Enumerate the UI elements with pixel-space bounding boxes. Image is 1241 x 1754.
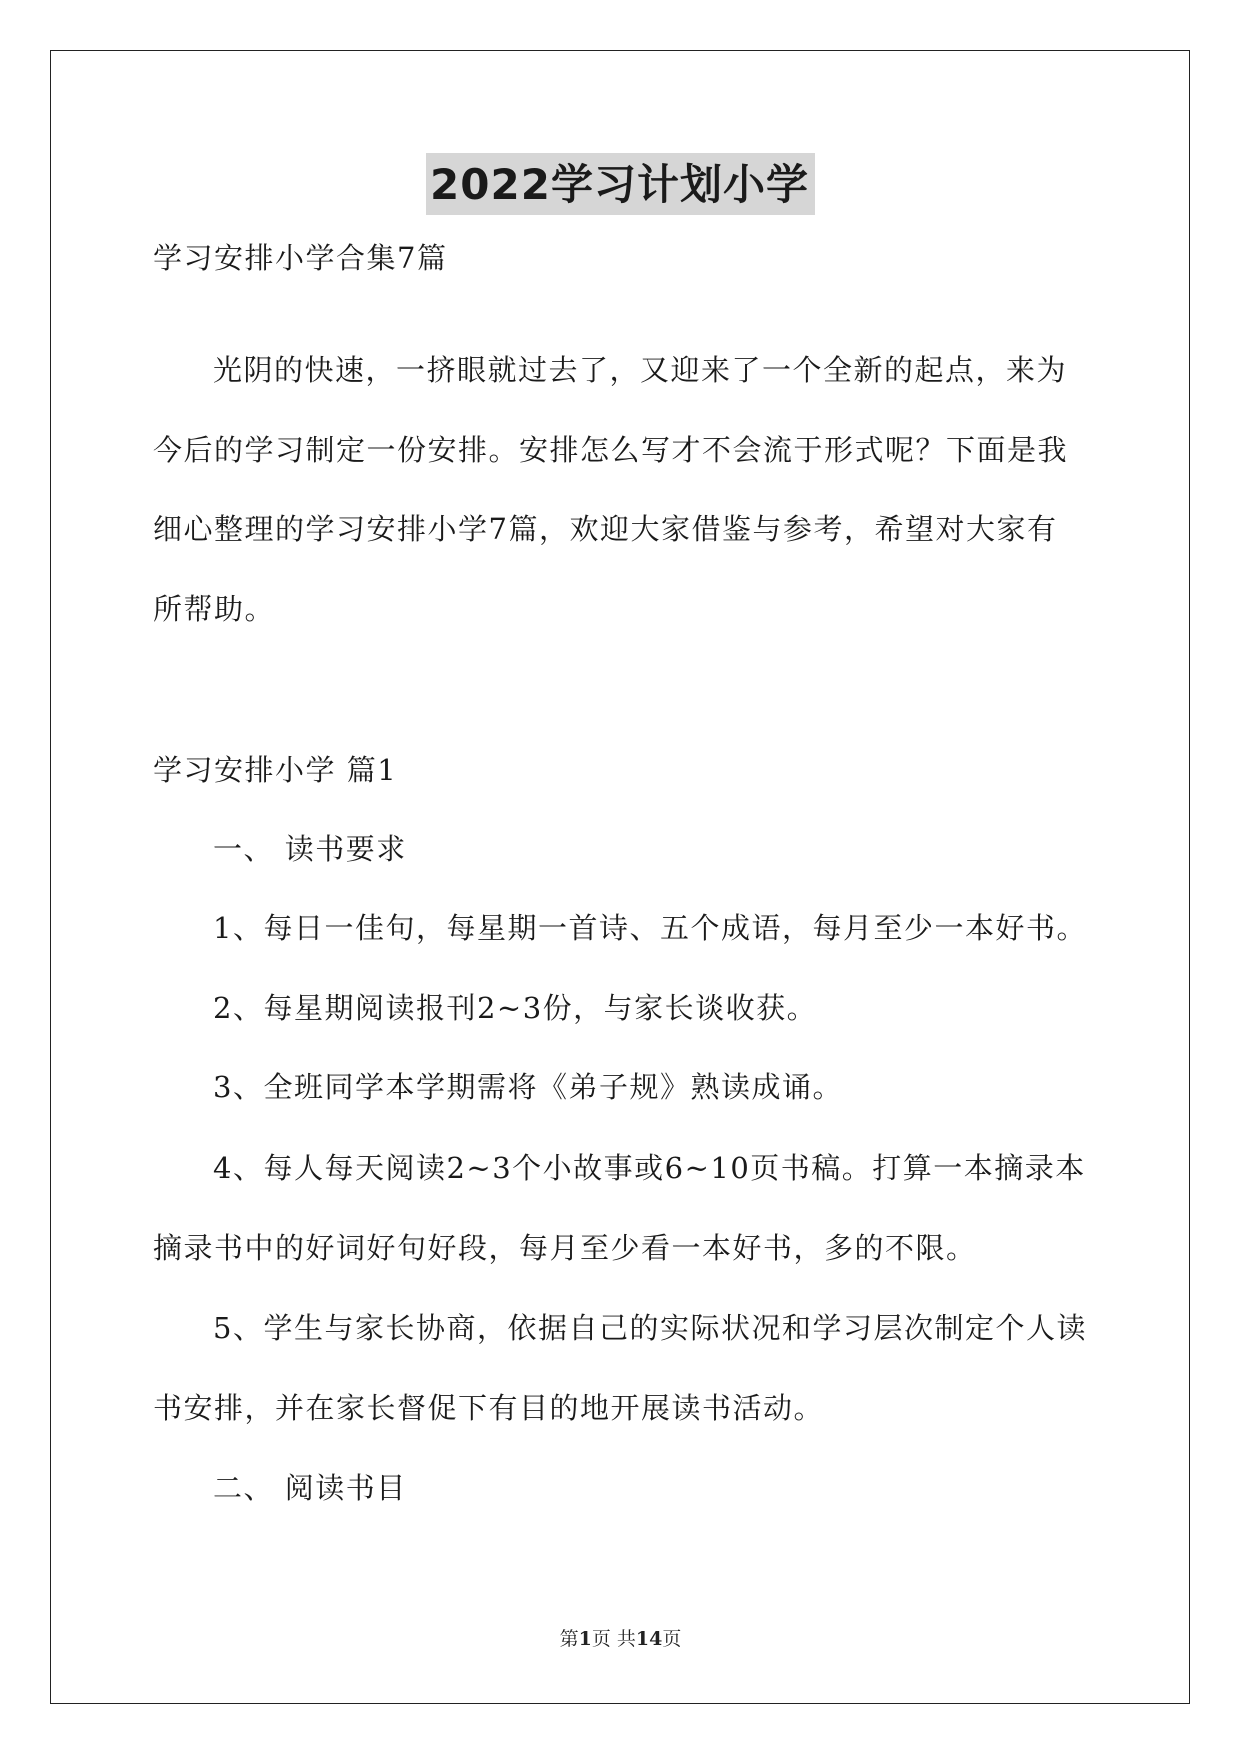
title-container: [0, 153, 1241, 215]
item-4-continued: 摘录书中的好词好句好段，每月至少看一本好书，多的不限。: [153, 1231, 977, 1265]
footer-page-number: 1: [578, 1628, 592, 1650]
item-3: 3、全班同学本学期需将《弟子规》熟读成诵。: [213, 1070, 843, 1104]
part1-heading: 一、 读书要求: [213, 832, 407, 866]
item-2: 2、每星期阅读报刊2~3份，与家长谈收获。: [213, 991, 818, 1025]
item-4: 4、每人每天阅读2~3个小故事或6~10页书稿。打算一本摘录本: [213, 1151, 1086, 1185]
item-5-continued: 书安排，并在家长督促下有目的地开展读书活动。: [153, 1391, 825, 1425]
item-1: 1、每日一佳句，每星期一首诗、五个成语，每月至少一本好书。: [213, 911, 1087, 945]
footer-mid: 页 共: [591, 1628, 636, 1650]
part2-heading: 二、 阅读书目: [213, 1471, 407, 1505]
section-heading: 学习安排小学 篇1: [153, 753, 398, 787]
intro-line-4: 所帮助。: [153, 592, 276, 626]
intro-line-3: 细心整理的学习安排小学7篇，欢迎大家借鉴与参考，希望对大家有: [153, 512, 1058, 546]
intro-line-1: 光阴的快速，一挤眼就过去了，又迎来了一个全新的起点，来为: [213, 353, 1068, 387]
page-border: [50, 50, 1190, 1704]
page-footer: [0, 1624, 1241, 1651]
footer-total-pages: 14: [635, 1628, 663, 1650]
intro-line-2: 今后的学习制定一份安排。安排怎么写才不会流于形式呢？下面是我: [153, 433, 1069, 467]
subtitle: 学习安排小学合集7篇: [153, 241, 448, 275]
footer-prefix: 第: [559, 1628, 579, 1650]
item-5: 5、学生与家长协商，依据自己的实际状况和学习层次制定个人读: [213, 1311, 1087, 1345]
footer-suffix: 页: [662, 1628, 682, 1650]
document-title: 2022学习计划小学: [426, 153, 815, 215]
